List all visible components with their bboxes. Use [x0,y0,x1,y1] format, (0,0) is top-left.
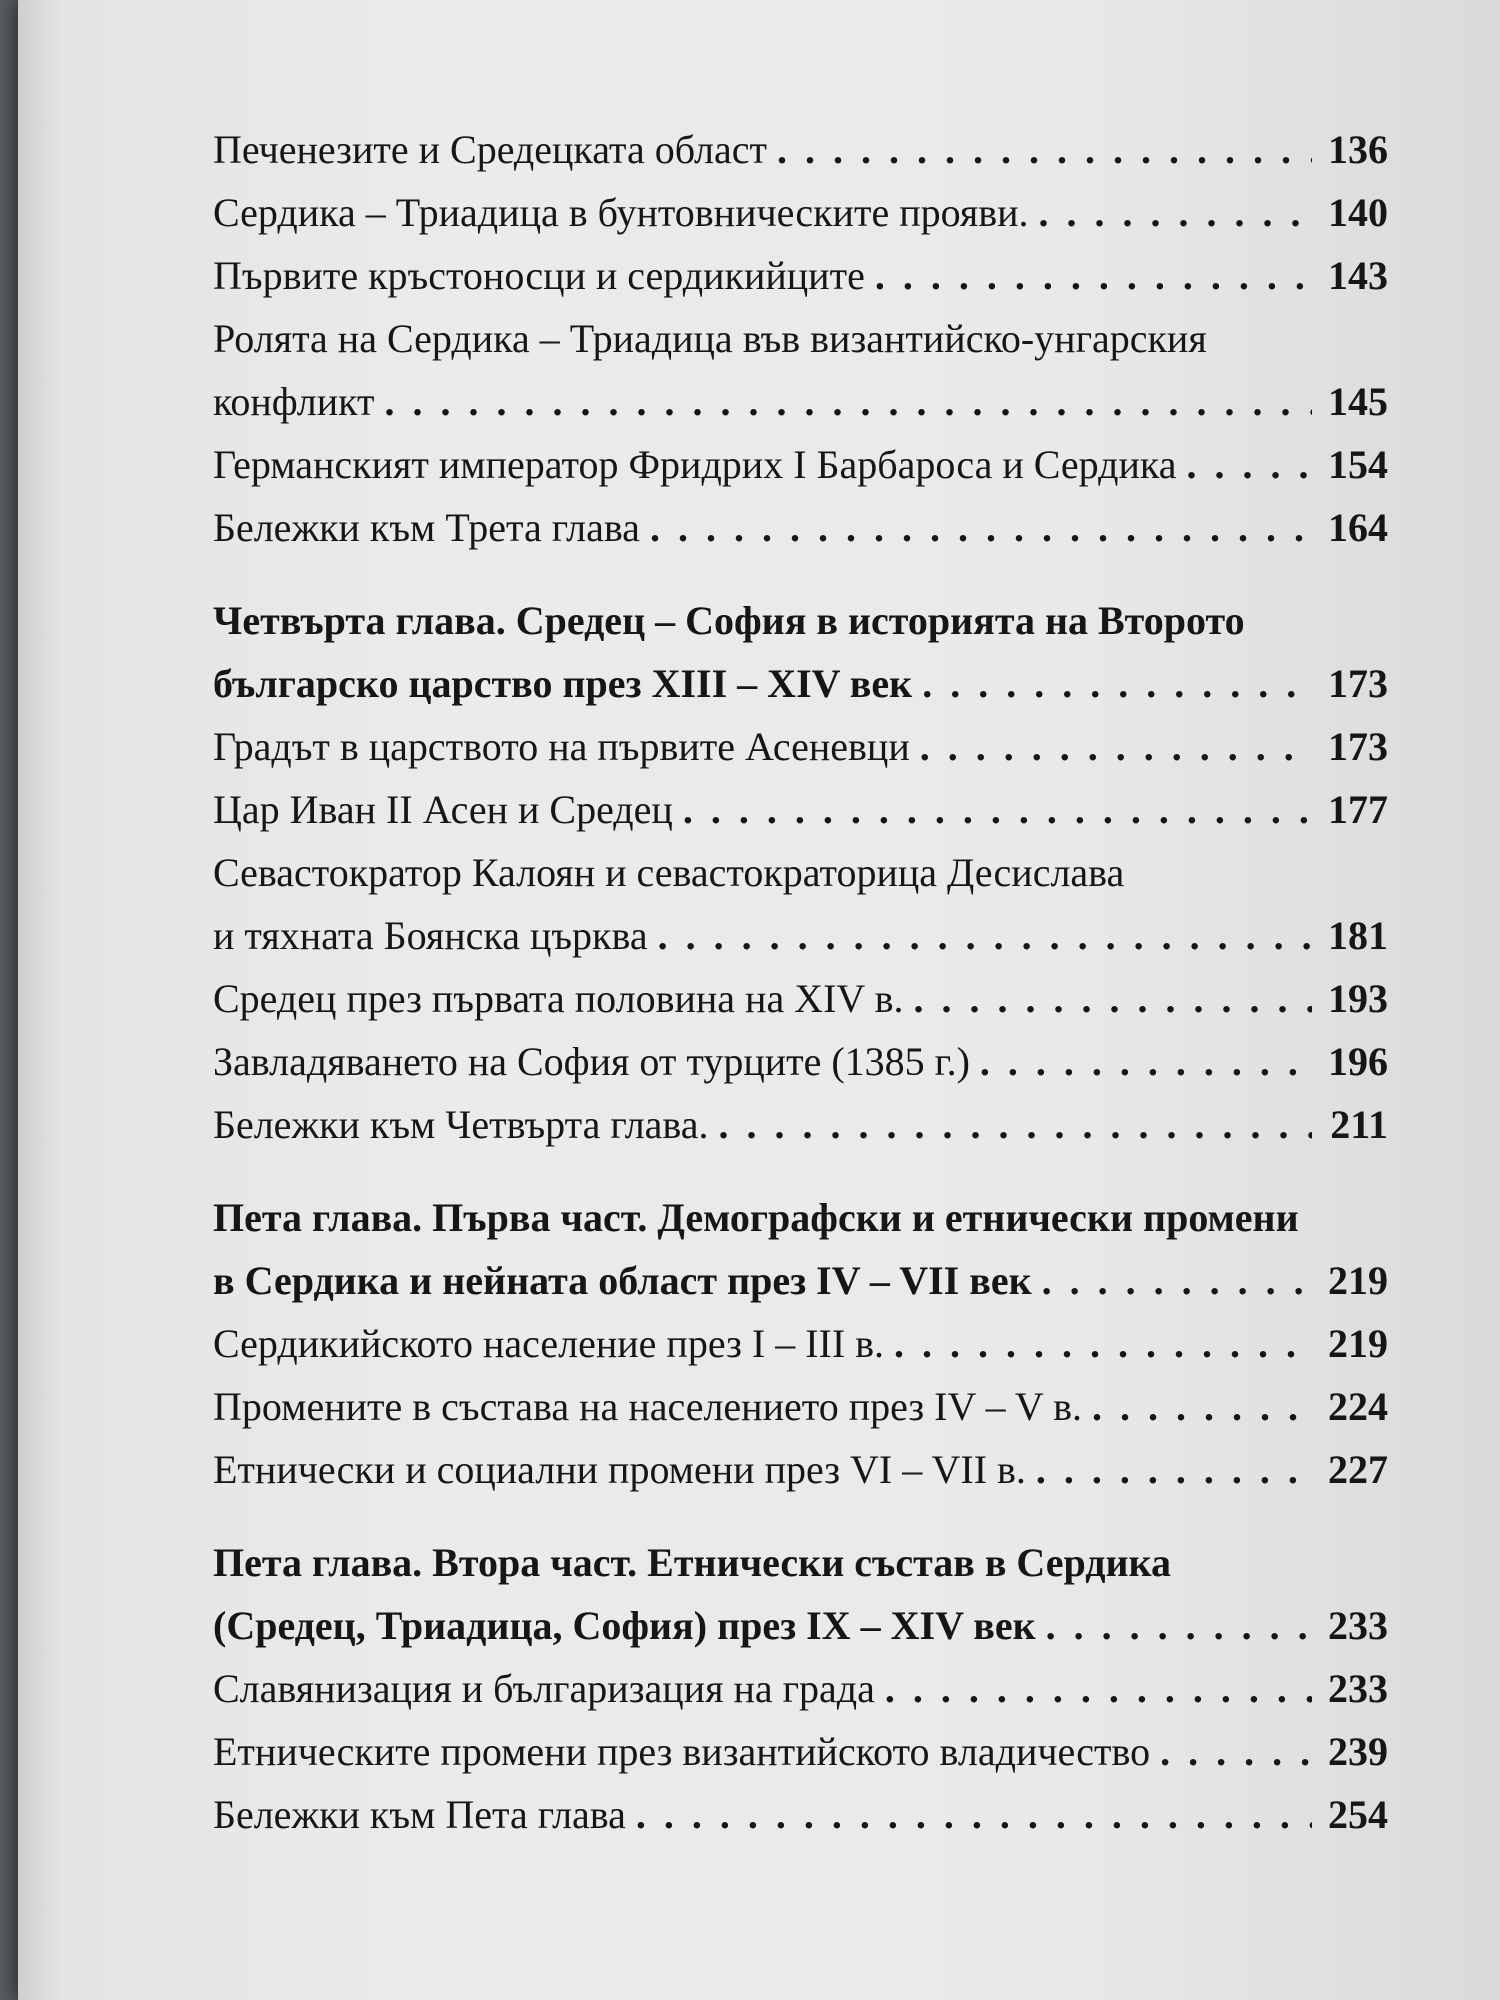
dot-leader [865,244,1312,307]
toc-entry-title: Бележки към Трета глава [213,505,640,550]
toc-entry-row [213,1249,1388,1312]
dot-leader [709,1093,1312,1156]
toc-entry-title: Славянизация и българизация на града [213,1666,875,1711]
page-number: 219 [1328,1321,1388,1366]
page-number: 219 [1328,1258,1388,1303]
toc-entry-row [213,433,1388,496]
toc-entry-row [213,904,1388,967]
table-of-contents [213,118,1388,1876]
toc-entry-row [213,1030,1388,1093]
toc-entry-title: Германският император Фридрих I Барбароса и Сердика [213,442,1177,487]
toc-entry-title: Цар Иван II Асен и Средец [213,787,673,832]
dot-leader [970,1030,1312,1093]
toc-entry-title: Градът в царството на първите Асеневци [213,724,910,769]
dot-leader [626,1783,1312,1846]
toc-entry [213,1720,1388,1783]
toc-entry [213,1030,1388,1093]
toc-entry [213,778,1388,841]
toc-entry [213,1312,1388,1375]
toc-entry-row [213,1438,1388,1501]
toc-entry [213,967,1388,1030]
page-number: 143 [1328,253,1388,298]
toc-entry-row [213,1312,1388,1375]
toc-entry [213,1657,1388,1720]
toc-entry-title-line: Ролята на Сердика – Триадица във византийско-унгарския [213,316,1207,361]
toc-entry-title: Бележки към Пета глава [213,1792,626,1837]
page-number: 136 [1328,127,1388,172]
toc-entry-title: Сердикийското население през I – III в. [213,1321,885,1366]
toc-chapter-heading [213,1531,1388,1657]
page-number: 196 [1328,1039,1388,1084]
toc-entry [213,433,1388,496]
toc-entry-title: Промените в състава на населението през IV – V в. [213,1384,1082,1429]
page-number: 239 [1328,1729,1388,1774]
toc-entry-row [213,1783,1388,1846]
toc-entry-row [213,778,1388,841]
toc-entry-row [213,1720,1388,1783]
dot-leader [767,118,1312,181]
dot-leader [1032,1249,1312,1312]
toc-entry [213,1093,1388,1156]
dot-leader [875,1657,1312,1720]
toc-entry-row [213,370,1388,433]
toc-entry-title: Бележки към Четвърта глава. [213,1102,709,1147]
toc-entry [213,841,1388,967]
dot-leader [1026,1438,1312,1501]
dot-leader [912,652,1312,715]
toc-entry-row [213,1594,1388,1657]
toc-section [213,1531,1388,1846]
toc-entry [213,118,1388,181]
page-number: 233 [1328,1666,1388,1711]
toc-entry-row [213,1657,1388,1720]
dot-leader [1036,1594,1312,1657]
toc-entry [213,181,1388,244]
page-number: 227 [1328,1447,1388,1492]
toc-entry-title-line: Севастократор Калоян и севастократорица Десислава [213,850,1125,895]
toc-entry-row [213,715,1388,778]
toc-section [213,589,1388,1156]
toc-entry-title: Сердика – Триадица в бунтовническите прояви. [213,190,1029,235]
dot-leader [910,715,1312,778]
toc-entry-title: Първите кръстоносци и сердикийците [213,253,865,298]
toc-entry [213,1438,1388,1501]
dot-leader [1177,433,1313,496]
toc-entry-title-line: Четвърта глава. Средец – София в историята на Второто [213,598,1245,643]
toc-entry-row [213,181,1388,244]
page-number: 164 [1328,505,1388,550]
toc-entry-row [213,118,1388,181]
dot-leader [1029,181,1312,244]
toc-entry-row [213,244,1388,307]
toc-entry [213,496,1388,559]
toc-entry-title: Завладяването на София от турците (1385 г.) [213,1039,970,1084]
page-number: 224 [1328,1384,1388,1429]
dot-leader [374,370,1312,433]
dot-leader [1150,1720,1312,1783]
toc-entry-row [213,967,1388,1030]
toc-entry-row [213,1375,1388,1438]
page-number: 177 [1328,787,1388,832]
toc-entry-title: Етническите промени през византийското владичество [213,1729,1151,1774]
toc-entry [213,244,1388,307]
toc-entry-title: Печенезите и Средецката област [213,127,768,172]
page-number: 140 [1328,190,1388,235]
toc-entry [213,1375,1388,1438]
toc-entry-row [213,496,1388,559]
dot-leader [673,778,1312,841]
dot-leader [1082,1375,1312,1438]
toc-entry-title: Етнически и социални промени през VI – VII в. [213,1447,1026,1492]
toc-entry-title: конфликт [213,379,375,424]
toc-entry-row [213,652,1388,715]
page-number: 154 [1328,442,1388,487]
toc-entry-row [213,1093,1388,1156]
page-number: 173 [1328,724,1388,769]
page-number: 254 [1328,1792,1388,1837]
page-number: 233 [1328,1603,1388,1648]
toc-entry-title: (Средец, Триадица, София) през IX – XIV век [213,1603,1036,1648]
toc-section [213,1186,1388,1501]
toc-entry-title: в Сердика и нейната област през IV – VII век [213,1258,1032,1303]
toc-chapter-heading [213,1186,1388,1312]
toc-entry-title: и тяхната Боянска църква [213,913,648,958]
dot-leader [648,904,1312,967]
book-page [18,0,1500,2000]
toc-entry-title-line: Пета глава. Втора част. Етнически състав в Сердика [213,1540,1171,1585]
page-number: 181 [1328,913,1388,958]
page-number: 145 [1328,379,1388,424]
toc-entry [213,1783,1388,1846]
page-number: 193 [1328,976,1388,1021]
toc-entry-title: Средец през първата половина на XIV в. [213,976,904,1021]
dot-leader [640,496,1312,559]
page-number: 173 [1328,661,1388,706]
toc-entry [213,307,1388,433]
toc-entry [213,715,1388,778]
toc-entry-title-line: Пета глава. Първа част. Демографски и етнически промени [213,1195,1299,1240]
page-number: 211 [1330,1102,1388,1147]
toc-section [213,118,1388,559]
dot-leader [884,1312,1312,1375]
dot-leader [903,967,1312,1030]
toc-chapter-heading [213,589,1388,715]
toc-entry-title: българско царство през XIII – XIV век [213,661,913,706]
